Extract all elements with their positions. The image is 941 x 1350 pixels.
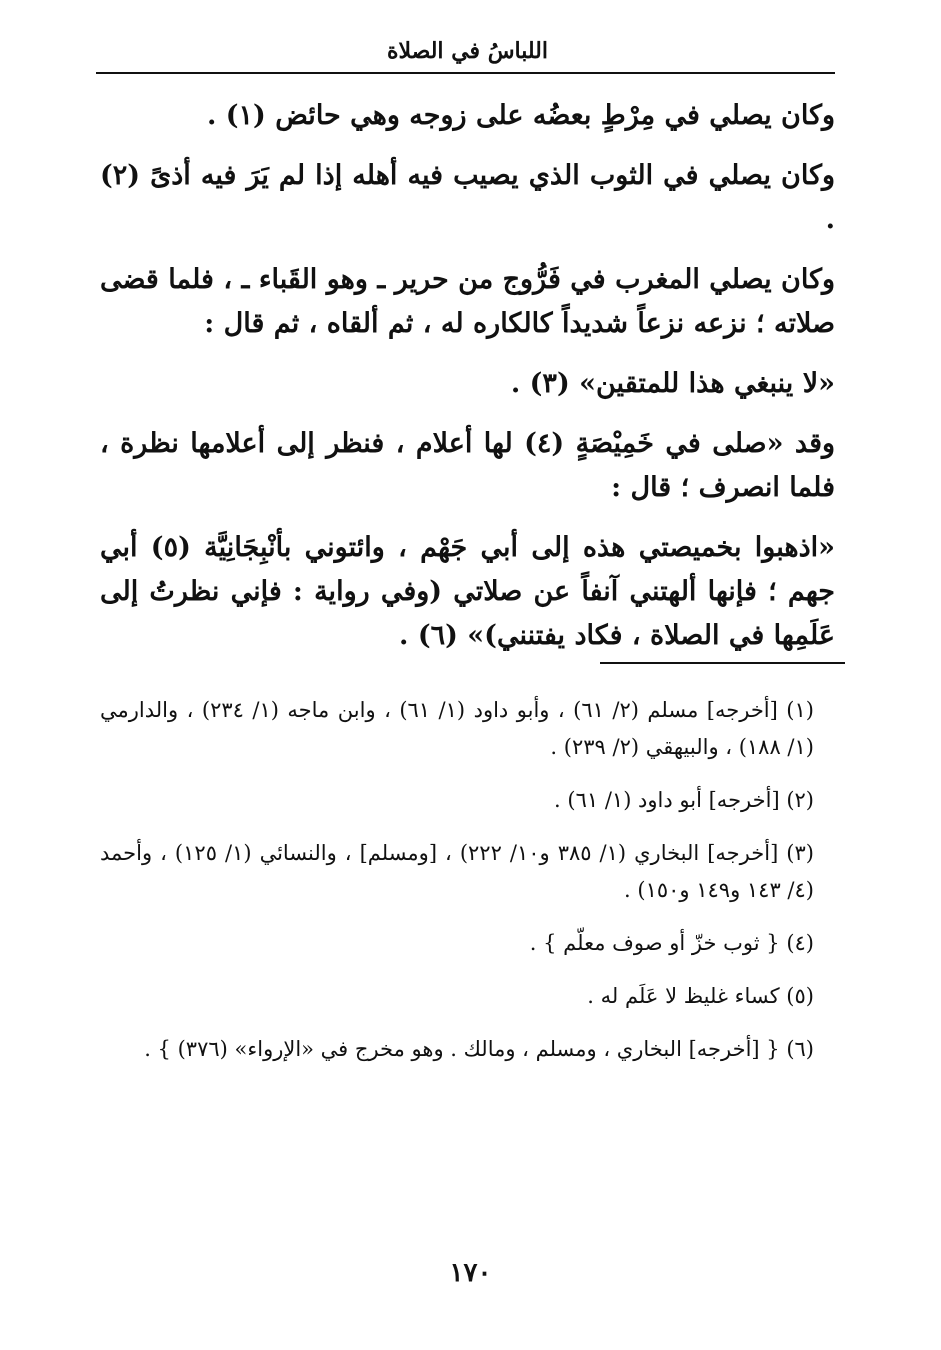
footnote: (١) [أخرجه] مسلم (٢/ ٦١) ، وأبو داود (١/ ٦١) ، وابن ماجه (١/ ٢٣٤) ، والدارمي (١/ ١٨٨) ، والبيهقي (٢/ ٢٣٩) . bbox=[100, 698, 814, 759]
header-rule bbox=[96, 72, 835, 74]
footnote-separator bbox=[600, 662, 845, 664]
body-paragraph: «اذهبوا بخميصتي هذه إلى أبي جَهْم ، وائتوني بأنْبِجَانِيَّة (٥) أبي جهم ؛ فإنها ألهتني آنفاً عن صلاتي (وفي رواية : فإني نظرتُ إلى عَلَمِها في الصلاة ، فكاد يفتنني)» (٦) . bbox=[100, 532, 835, 651]
body-paragraph: وكان يصلي المغرب في فَرُّوج من حرير ـ وهو القَباء ـ ، فلما قضى صلاته ؛ نزعه نزعاً شديداً كالكاره له ، ثم ألقاه ، ثم قال : bbox=[100, 264, 835, 339]
footnote: (٥) كساء غليظ لا عَلَم له . bbox=[587, 984, 814, 1008]
page-number: ١٧٠ bbox=[449, 1258, 492, 1288]
main-text bbox=[100, 94, 835, 674]
footnotes bbox=[100, 692, 850, 1084]
body-paragraph: وكان يصلي في الثوب الذي يصيب فيه أهله إذا لم يَرَ فيه أذىً (٢) . bbox=[100, 160, 835, 235]
footnote: (٦) { [أخرجه] البخاري ، ومسلم ، ومالك . وهو مخرج في «الإرواء» (٣٧٦) } . bbox=[144, 1037, 814, 1061]
body-paragraph: وكان يصلي في مِرْطٍ بعضُه على زوجه وهي حائض (١) . bbox=[206, 100, 835, 131]
body-paragraph: وقد «صلى في خَمِيْصَةٍ (٤) لها أعلام ، فنظر إلى أعلامها نظرة ، فلما انصرف ؛ قال : bbox=[100, 428, 836, 503]
running-title: اللباسُ في الصلاة bbox=[386, 38, 548, 64]
body-paragraph: «لا ينبغي هذا للمتقين» (٣) . bbox=[510, 368, 835, 399]
footnote: (٣) [أخرجه] البخاري (١/ ٣٨٥ و١٠/ ٢٢٢) ، [ومسلم] ، والنسائي (١/ ١٢٥) ، وأحمد (٤/ ١٤٣ و١٤٩ و١٥٠) . bbox=[100, 841, 814, 902]
footnote: (٤) { ثوب خزّ أو صوف معلّم } . bbox=[529, 931, 814, 955]
footnote: (٢) [أخرجه] أبو داود (١/ ٦١) . bbox=[554, 788, 814, 812]
